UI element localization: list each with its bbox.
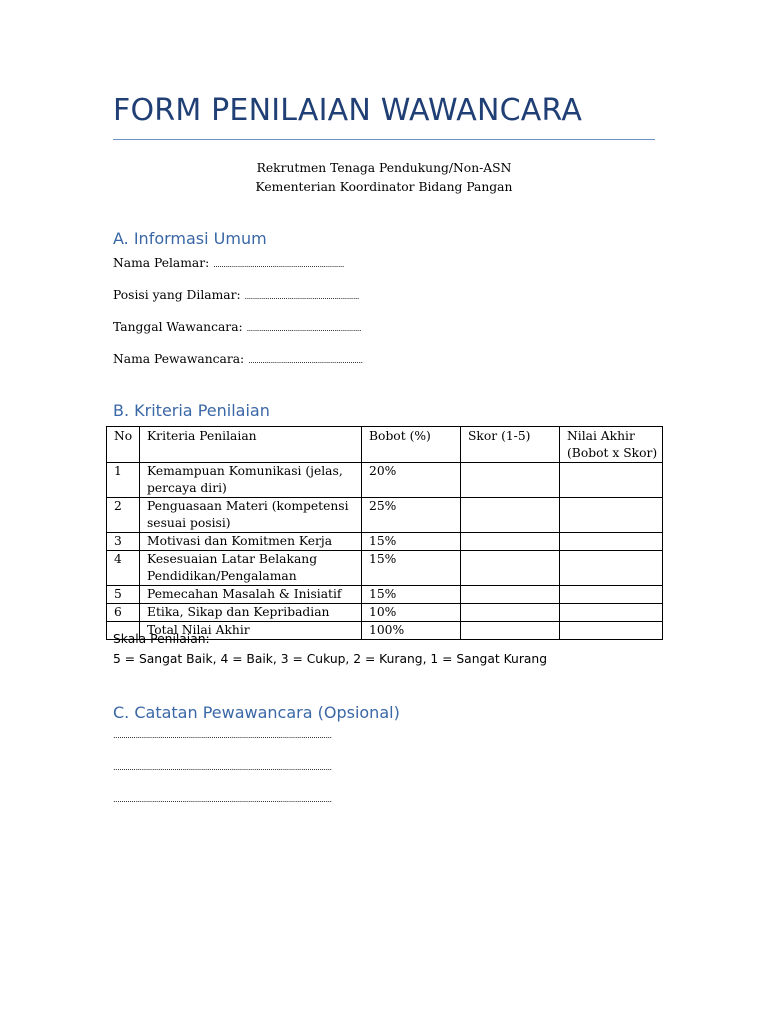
cell-bobot: 25% [362,498,461,533]
cell-skor[interactable] [461,498,560,533]
cell-skor[interactable] [461,586,560,604]
table-row [107,463,663,498]
cell-bobot: 20% [362,463,461,498]
column-header: No [107,427,140,463]
scale-text: 5 = Sangat Baik, 4 = Baik, 3 = Cukup, 2 = Kurang, 1 = Sangat Kurang [113,652,548,666]
cell-nilai[interactable] [560,551,663,586]
cell-kriteria: Motivasi dan Komitmen Kerja [140,533,362,551]
cell-bobot: 15% [362,551,461,586]
cell-total-nilai[interactable] [560,622,663,640]
field-nama-pelamar [113,256,344,270]
field-label: Nama Pelamar: [113,256,210,270]
column-header: Nilai Akhir (Bobot x Skor) [560,427,663,463]
cell-skor[interactable] [461,533,560,551]
cell-skor[interactable] [461,463,560,498]
cell-nilai[interactable] [560,498,663,533]
criteria-table [106,426,663,640]
cell-no: 1 [107,463,140,498]
cell-skor[interactable] [461,604,560,622]
field-tanggal [113,320,361,334]
cell-no: 2 [107,498,140,533]
cell-kriteria: Pemecahan Masalah & Inisiatif [140,586,362,604]
table-row [107,498,663,533]
cell-no: 3 [107,533,140,551]
field-pewawancara [113,352,363,366]
cell-kriteria: Kesesuaian Latar Belakang Pendidikan/Pengalaman [140,551,362,586]
cell-bobot: 15% [362,533,461,551]
cell-no: 4 [107,551,140,586]
cell-nilai[interactable] [560,586,663,604]
field-fill-line: ........................................................ [248,356,363,365]
field-fill-line: ................................................................ [213,260,344,269]
subtitle-line-1: Rekrutmen Tenaga Pendukung/Non-ASN [256,161,512,175]
cell-no: 6 [107,604,140,622]
cell-total-label: Total Nilai Akhir [140,622,362,640]
cell-kriteria: Kemampuan Komunikasi (jelas, percaya diri) [140,463,362,498]
notes-line[interactable]: ........................................................................................................... [113,795,332,804]
cell-kriteria: Penguasaan Materi (kompetensi sesuai posisi) [140,498,362,533]
section-c-heading: C. Catatan Pewawancara (Opsional) [113,703,400,722]
cell-nilai[interactable] [560,533,663,551]
field-fill-line: ........................................................ [244,292,359,301]
section-a-heading: A. Informasi Umum [113,229,267,248]
scale-label: Skala Penilaian: [113,632,210,646]
cell-skor[interactable] [461,551,560,586]
table-row [107,586,663,604]
table-row [107,551,663,586]
notes-line[interactable]: ........................................................................................................... [113,731,332,740]
cell-no: 5 [107,586,140,604]
section-b-heading: B. Kriteria Penilaian [113,401,270,420]
cell-nilai[interactable] [560,604,663,622]
cell-total-skor[interactable] [461,622,560,640]
column-header: Kriteria Penilaian [140,427,362,463]
cell-kriteria: Etika, Sikap dan Kepribadian [140,604,362,622]
subtitle-line-2: Kementerian Koordinator Bidang Pangan [255,180,513,194]
title-divider [113,139,655,140]
cell-nilai[interactable] [560,463,663,498]
notes-line[interactable]: ........................................................................................................... [113,763,332,772]
field-label: Tanggal Wawancara: [113,320,243,334]
cell-total-bobot: 100% [362,622,461,640]
column-header: Skor (1-5) [461,427,560,463]
column-header: Bobot (%) [362,427,461,463]
field-label: Nama Pewawancara: [113,352,245,366]
cell-bobot: 10% [362,604,461,622]
table-row [107,604,663,622]
table-row [107,533,663,551]
field-posisi [113,288,359,302]
cell-bobot: 15% [362,586,461,604]
field-fill-line: ........................................................ [246,324,361,333]
field-label: Posisi yang Dilamar: [113,288,241,302]
table-header-row [107,427,663,463]
page-title: FORM PENILAIAN WAWANCARA [113,93,583,128]
